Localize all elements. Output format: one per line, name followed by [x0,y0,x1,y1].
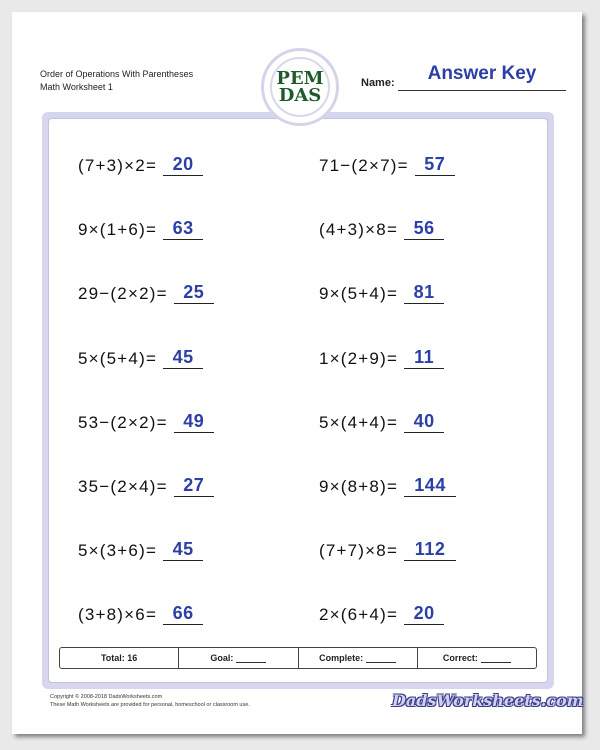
problem-answer[interactable]: 20 [404,603,444,625]
complete-cell [298,648,417,668]
problem-left-4 [78,339,203,369]
goal-blank[interactable] [236,654,266,663]
problem-right-4 [319,339,444,369]
problem-left-6 [78,467,214,497]
correct-label: Correct: [442,653,478,663]
problem-answer[interactable]: 112 [404,539,456,561]
pemdas-badge-inner [270,57,330,117]
complete-label: Complete: [319,653,364,663]
problem-expression: 53−(2×2)= [78,412,168,432]
problem-left-8 [78,595,203,625]
problem-answer[interactable]: 45 [163,539,203,561]
problem-right-2 [319,210,444,240]
goal-cell [178,648,297,668]
name-label: Name: [361,77,395,89]
problem-expression: 71−(2×7)= [319,156,409,175]
summary-bar [59,647,537,669]
problem-right-1 [319,146,455,176]
site-logo: DadsWorksheets.com [392,691,584,710]
problem-answer[interactable]: 49 [174,411,214,433]
worksheet-page [12,12,582,734]
problem-answer[interactable]: 45 [163,347,203,369]
problem-expression: (7+7)×8= [319,541,399,561]
problem-left-3 [78,274,214,304]
problem-expression: 9×(5+4)= [319,284,399,304]
title-line: Order of Operations With Parentheses [40,69,194,79]
problem-expression: 29−(2×2)= [78,284,168,304]
answer-key-text: Answer Key [427,63,537,84]
problem-expression: 5×(3+6)= [78,541,158,561]
problem-expression: 9×(1+6)= [78,220,158,240]
problem-left-7 [78,531,203,561]
problem-answer[interactable]: 81 [404,282,444,304]
correct-blank[interactable] [481,654,511,663]
problem-answer[interactable]: 144 [404,475,456,497]
problem-expression: 9×(8+8)= [319,477,399,496]
badge-line-2: DAS [278,85,322,106]
footer-text [50,693,250,709]
pemdas-badge [261,48,339,126]
problem-answer[interactable]: 27 [174,475,214,497]
complete-blank[interactable] [366,654,396,663]
problem-expression: (7+3)×2= [78,156,158,175]
problem-expression: (3+8)×6= [78,605,158,625]
usage-note: These Math Worksheets are provided for personal, homeschool or classroom use. [50,702,250,708]
problem-answer[interactable]: 57 [415,154,455,176]
worksheet-title [40,68,193,94]
problem-left-5 [78,403,214,433]
problem-answer[interactable]: 20 [163,154,203,176]
problem-answer[interactable]: 63 [163,218,203,240]
correct-cell [417,648,536,668]
name-underline [398,90,566,91]
problem-right-8 [319,595,444,625]
problem-answer[interactable]: 25 [174,282,214,304]
problem-expression: 1×(2+9)= [319,348,399,368]
problem-expression: 2×(6+4)= [319,605,399,625]
goal-label: Goal: [210,653,234,663]
copyright-text: Copyright © 2008-2018 DadsWorksheets.com [50,694,163,700]
problem-right-7 [319,531,456,561]
problem-expression: 5×(4+4)= [319,412,399,432]
total-label: Total: 16 [100,653,138,663]
problem-left-1 [78,146,203,176]
problem-expression: 35−(2×4)= [78,477,168,496]
problem-answer[interactable]: 66 [163,603,203,625]
problem-left-2 [78,210,203,240]
problem-answer[interactable]: 11 [404,347,444,369]
subtitle-line: Math Worksheet 1 [40,82,113,92]
problem-right-6 [319,467,456,497]
problem-answer[interactable]: 40 [404,411,444,433]
problem-expression: 5×(5+4)= [78,348,158,368]
problem-answer[interactable]: 56 [404,218,444,240]
problem-expression: (4+3)×8= [319,220,399,240]
problem-right-3 [319,274,444,304]
total-cell [60,648,178,668]
badge-line-1: PEM [276,68,324,89]
problem-right-5 [319,403,444,433]
